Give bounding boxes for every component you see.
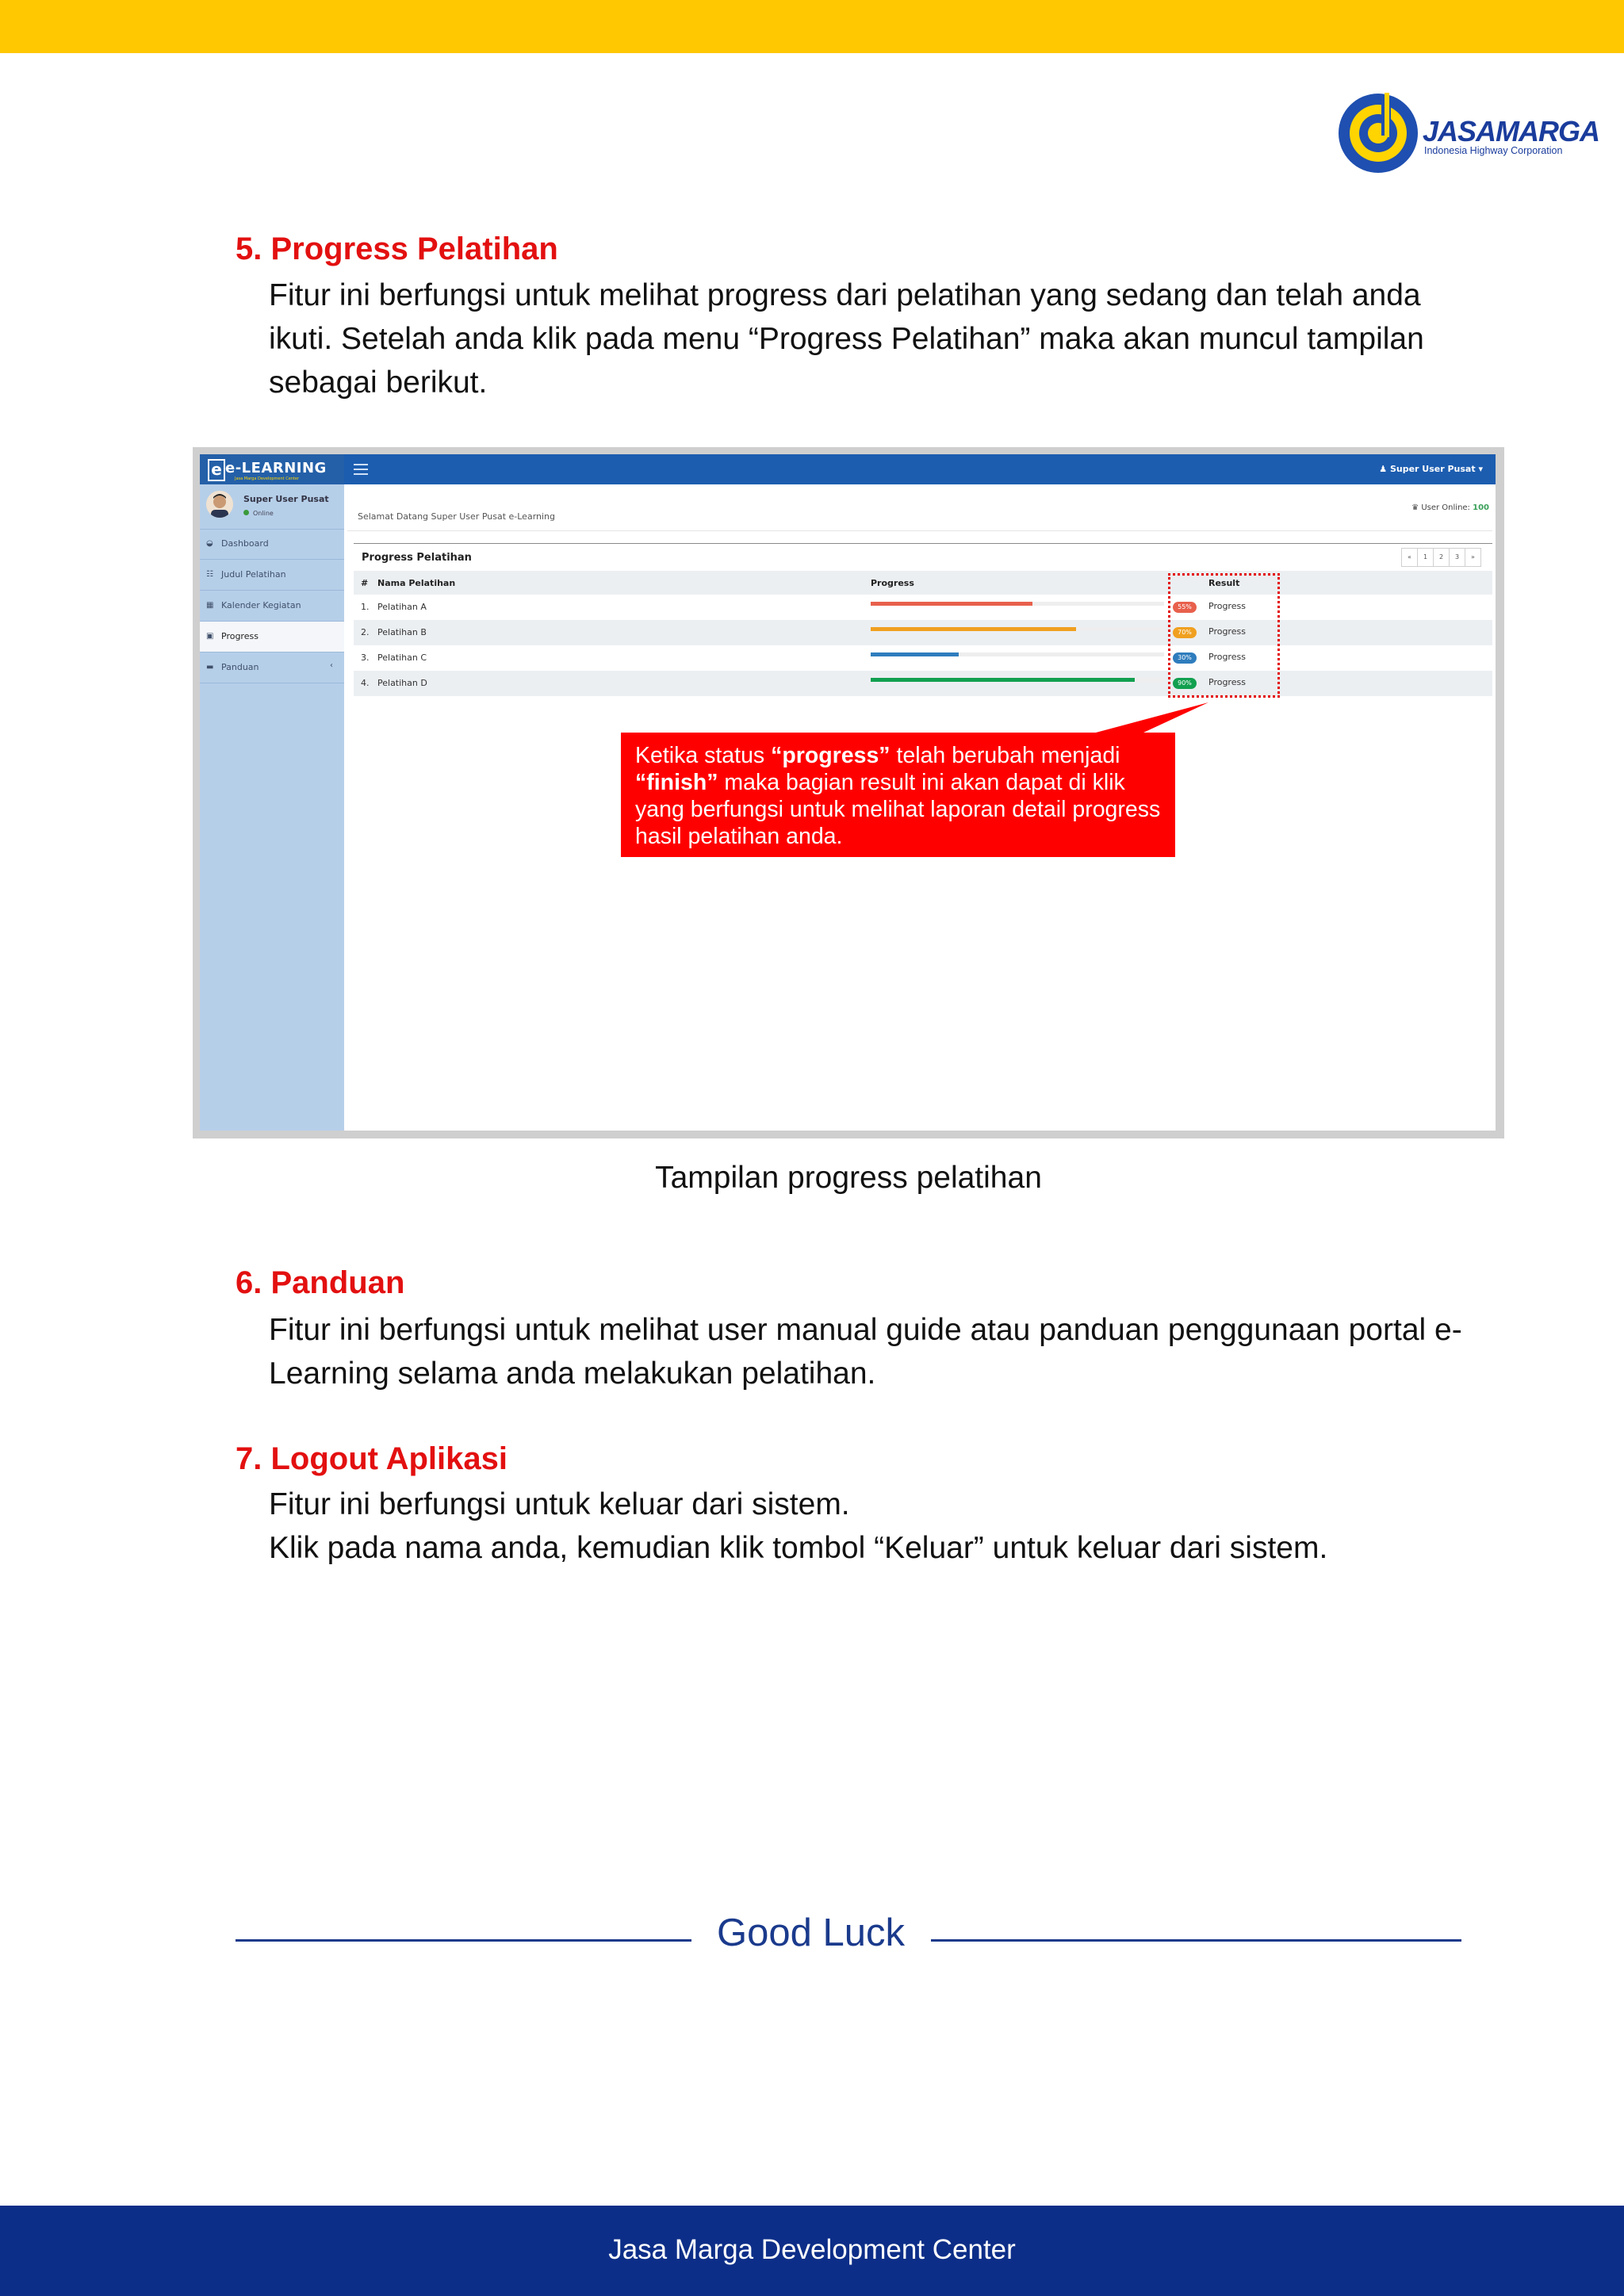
jasamarga-emblem-icon (1337, 90, 1424, 177)
result-link[interactable]: Progress (1208, 626, 1246, 637)
result-link[interactable]: Progress (1208, 601, 1246, 611)
section-7-line-2: Klik pada nama anda, kemudian klik tombol “Keluar” untuk keluar dari sistem. (269, 1531, 1328, 1565)
screenshot-frame (193, 447, 1504, 1138)
callout-text-2: telah berubah menjadi (890, 743, 1120, 768)
callout-text-1: Ketika status (635, 743, 772, 768)
col-progress: Progress (871, 578, 914, 588)
logo-brand: JASAMARGA (1423, 115, 1600, 147)
callout-text-3: maka bagian result ini akan dapat di klik yang berfungsi untuk melihat laporan detail progress hasil pelatihan anda. (635, 770, 1161, 849)
footer (0, 2206, 1624, 2296)
progress-badge: 90% (1173, 678, 1197, 689)
progress-badge: 55% (1173, 602, 1197, 613)
row-name: Pelatihan A (377, 602, 427, 612)
sidebar-item-label: Dashboard (221, 538, 269, 549)
progress-badge: 30% (1173, 652, 1197, 664)
folder-icon: ▬ (206, 663, 214, 672)
pager-page-2[interactable]: 2 (1433, 548, 1450, 567)
pager-page-3[interactable]: 3 (1449, 548, 1465, 567)
row-num: 1. (361, 602, 370, 612)
divider-left (236, 1939, 691, 1942)
screenshot-caption: Tampilan progress pelatihan (655, 1161, 1042, 1195)
pager-next[interactable]: » (1465, 548, 1481, 567)
row-num: 3. (361, 652, 370, 663)
jasamarga-logo (1337, 90, 1600, 177)
sidebar-item-label: Judul Pelatihan (221, 569, 286, 580)
section-5-title: 5. Progress Pelatihan (236, 232, 558, 266)
pager-prev[interactable]: « (1401, 548, 1418, 567)
sidebar-item-label: Kalender Kegiatan (221, 600, 301, 610)
section-6-text (269, 1308, 1474, 1395)
top-banner (0, 0, 1624, 53)
dashboard-icon: ◒ (206, 539, 213, 548)
caret-down-icon: ▾ (1478, 464, 1483, 474)
elearning-app (200, 454, 1496, 1131)
section-7-title: 7. Logout Aplikasi (236, 1441, 508, 1476)
row-num: 4. (361, 678, 370, 688)
result-link[interactable]: Progress (1208, 652, 1246, 662)
sidebar-item-label: Panduan (221, 662, 259, 672)
section-6-title: 6. Panduan (236, 1265, 405, 1300)
calendar-icon: ▦ (206, 601, 214, 610)
row-num: 2. (361, 627, 370, 637)
callout-note (621, 733, 1175, 857)
divider-right (931, 1939, 1461, 1942)
footer-text: Jasa Marga Development Center (608, 2234, 1016, 2265)
row-name: Pelatihan C (377, 652, 427, 663)
row-name: Pelatihan B (377, 627, 427, 637)
result-link[interactable]: Progress (1208, 677, 1246, 687)
callout-bold-1: “progress” (771, 743, 891, 768)
chevron-left-icon: ‹ (330, 661, 333, 670)
user-name: Super User Pusat (243, 494, 329, 504)
panel-title: Progress Pelatihan (362, 552, 472, 564)
user-icon: ♟ (1379, 464, 1388, 474)
col-result: Result (1208, 578, 1240, 588)
online-value: 100 (1473, 503, 1489, 512)
section-7-line-1: Fitur ini berfungsi untuk keluar dari sistem. (269, 1487, 850, 1521)
section-5-paragraph: Fitur ini berfungsi untuk melihat progress dari pelatihan yang sedang dan telah anda ikuti. Setelah anda klik pada menu “Progress Pelatihan” maka akan muncul tampilan sebagai berikut. (269, 278, 1424, 400)
section-6-paragraph: Fitur ini berfungsi untuk melihat user manual guide atau panduan penggunaan portal e-Learning selama anda melakukan pelatihan. (269, 1313, 1462, 1391)
progress-badge: 70% (1173, 627, 1197, 638)
chart-icon: ▣ (206, 632, 214, 641)
app-logo-sub: Jasa Marga Development Center (235, 476, 300, 481)
users-icon: ♛ (1411, 503, 1419, 512)
section-5-text (269, 274, 1474, 404)
row-name: Pelatihan D (377, 678, 427, 688)
col-num: # (361, 578, 369, 588)
callout-bold-2: “finish” (635, 770, 718, 795)
user-menu-label: Super User Pusat (1389, 464, 1476, 474)
section-7-text (269, 1483, 1474, 1570)
closing-text: Good Luck (717, 1911, 905, 1954)
grid-icon: ☷ (206, 570, 213, 579)
app-logo-letter: e (208, 459, 225, 481)
col-name: Nama Pelatihan (377, 578, 456, 588)
sidebar-item-label: Progress (221, 631, 259, 641)
logo-tagline: Indonesia Highway Corporation (1424, 145, 1563, 156)
pager-page-1[interactable]: 1 (1417, 548, 1434, 567)
welcome-text: Selamat Datang Super User Pusat e-Learning (358, 511, 556, 522)
user-status-label: Online (253, 510, 274, 517)
app-logo-text: e-LEARNING (225, 460, 327, 476)
online-label: User Online: (1421, 503, 1470, 512)
